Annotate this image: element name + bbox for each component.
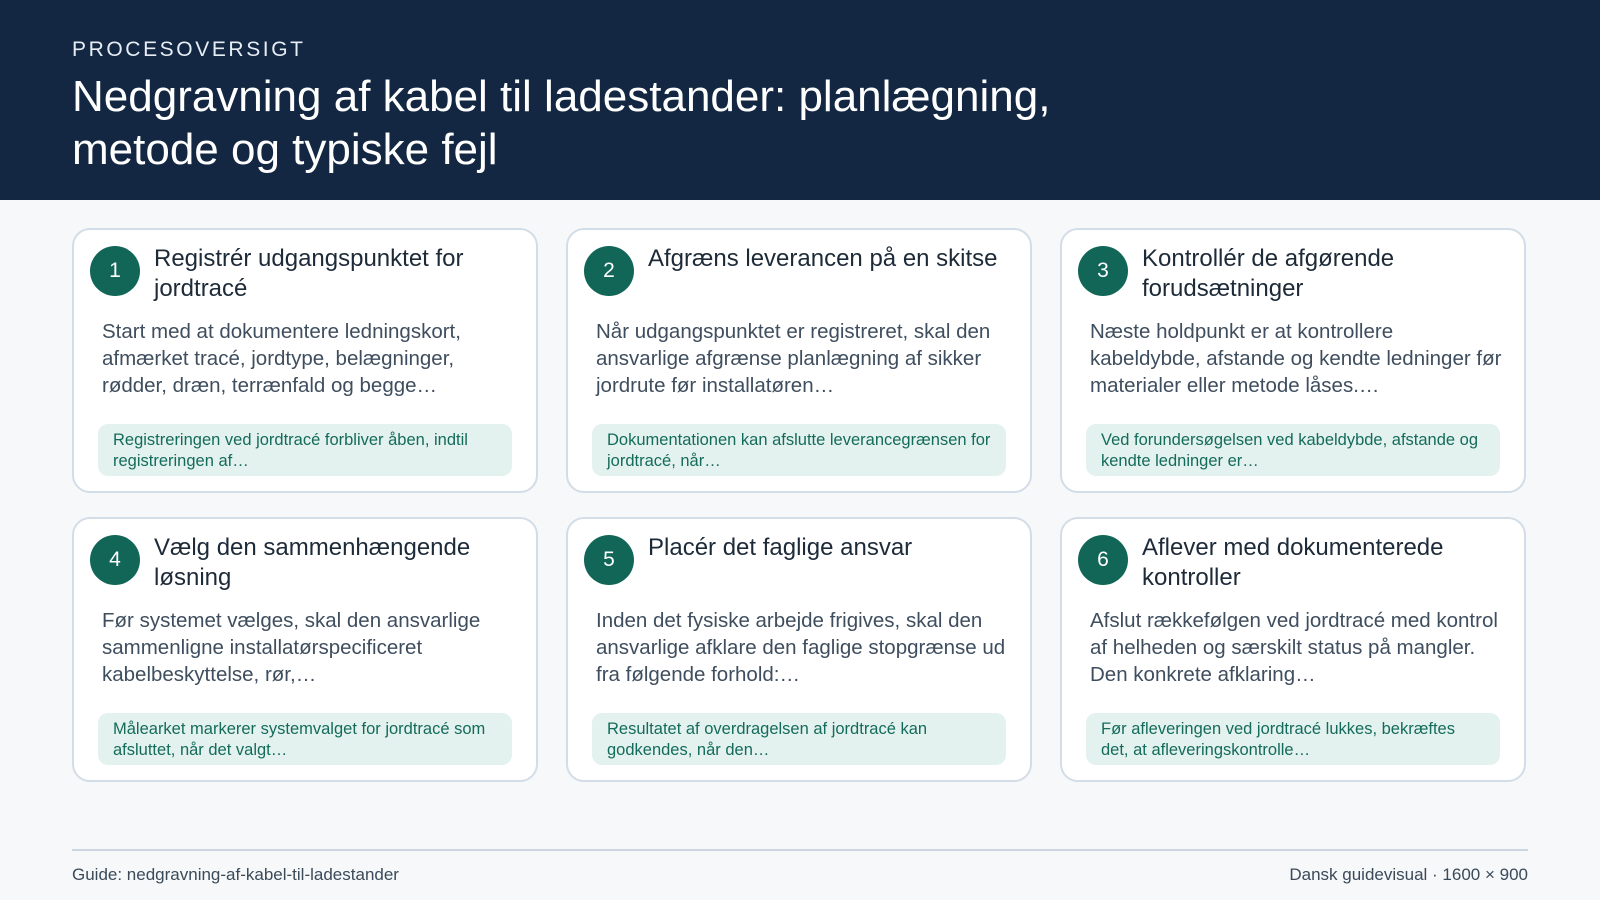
step-note: Målearket markerer systemvalget for jordtracé som afsluttet, når det valgt…	[98, 713, 512, 765]
step-note: Registreringen ved jordtracé forbliver åben, indtil registreringen af…	[98, 424, 512, 476]
step-description: Når udgangspunktet er registreret, skal den ansvarlige afgrænse planlægning af sikker jordrute før installatøren…	[596, 320, 991, 397]
header-banner	[0, 0, 1600, 200]
step-description: Næste holdpunkt er at kontrollere kabeldybde, afstande og kendte ledninger før materialer eller metode låses.…	[1090, 320, 1502, 397]
step-card-4	[72, 517, 538, 782]
step-note: Dokumentationen kan afslutte leverancegrænsen for jordtracé, når…	[592, 424, 1006, 476]
step-note: Ved forundersøgelsen ved kabeldybde, afstande og kendte ledninger er…	[1086, 424, 1500, 476]
step-note: Resultatet af overdragelsen af jordtracé kan godkendes, når den…	[592, 713, 1006, 765]
step-number-badge: 1	[90, 246, 140, 296]
step-note: Før afleveringen ved jordtracé lukkes, bekræftes det, at afleveringskontrolle…	[1086, 713, 1500, 765]
step-number-badge: 2	[584, 246, 634, 296]
step-number-badge: 6	[1078, 535, 1128, 585]
step-card-5	[566, 517, 1032, 782]
step-grid	[72, 228, 1528, 782]
eyebrow-label: PROCESOVERSIGT	[72, 38, 306, 61]
step-description: Før systemet vælges, skal den ansvarlige sammenligne installatørspecificeret kabelbeskyttelse, rør,…	[102, 609, 481, 686]
step-title: Kontrollér de afgørende forudsætninger	[1142, 245, 1395, 302]
step-description: Start med at dokumentere ledningskort, afmærket tracé, jordtype, belægninger, rødder, dræn, terrænfald og begge…	[102, 320, 461, 397]
step-title: Placér det faglige ansvar	[648, 534, 913, 561]
step-title: Afgræns leverancen på en skitse	[648, 245, 998, 272]
step-card-6	[1060, 517, 1526, 782]
step-number-badge: 5	[584, 535, 634, 585]
step-title: Aflever med dokumenterede kontroller	[1142, 534, 1444, 591]
step-description: Inden det fysiske arbejde frigives, skal den ansvarlige afklare den faglige stopgrænse ud fra følgende forhold:…	[596, 609, 1006, 686]
step-number-badge: 4	[90, 535, 140, 585]
step-card-1	[72, 228, 538, 493]
step-card-3	[1060, 228, 1526, 493]
page-title: Nedgravning af kabel til ladestander: planlægning, metode og typiske fejl	[72, 72, 1051, 174]
step-title: Vælg den sammenhængende løsning	[154, 534, 471, 591]
footer-meta: Dansk guidevisual · 1600 × 900	[1289, 865, 1528, 884]
footer-divider	[72, 849, 1528, 851]
step-card-2	[566, 228, 1032, 493]
step-description: Afslut rækkefølgen ved jordtracé med kontrol af helheden og særskilt status på mangler. Den konkrete afklaring…	[1090, 609, 1498, 686]
step-number-badge: 3	[1078, 246, 1128, 296]
footer-guide-slug: Guide: nedgravning-af-kabel-til-ladestander	[72, 865, 399, 884]
step-title: Registrér udgangspunktet for jordtracé	[154, 245, 464, 302]
